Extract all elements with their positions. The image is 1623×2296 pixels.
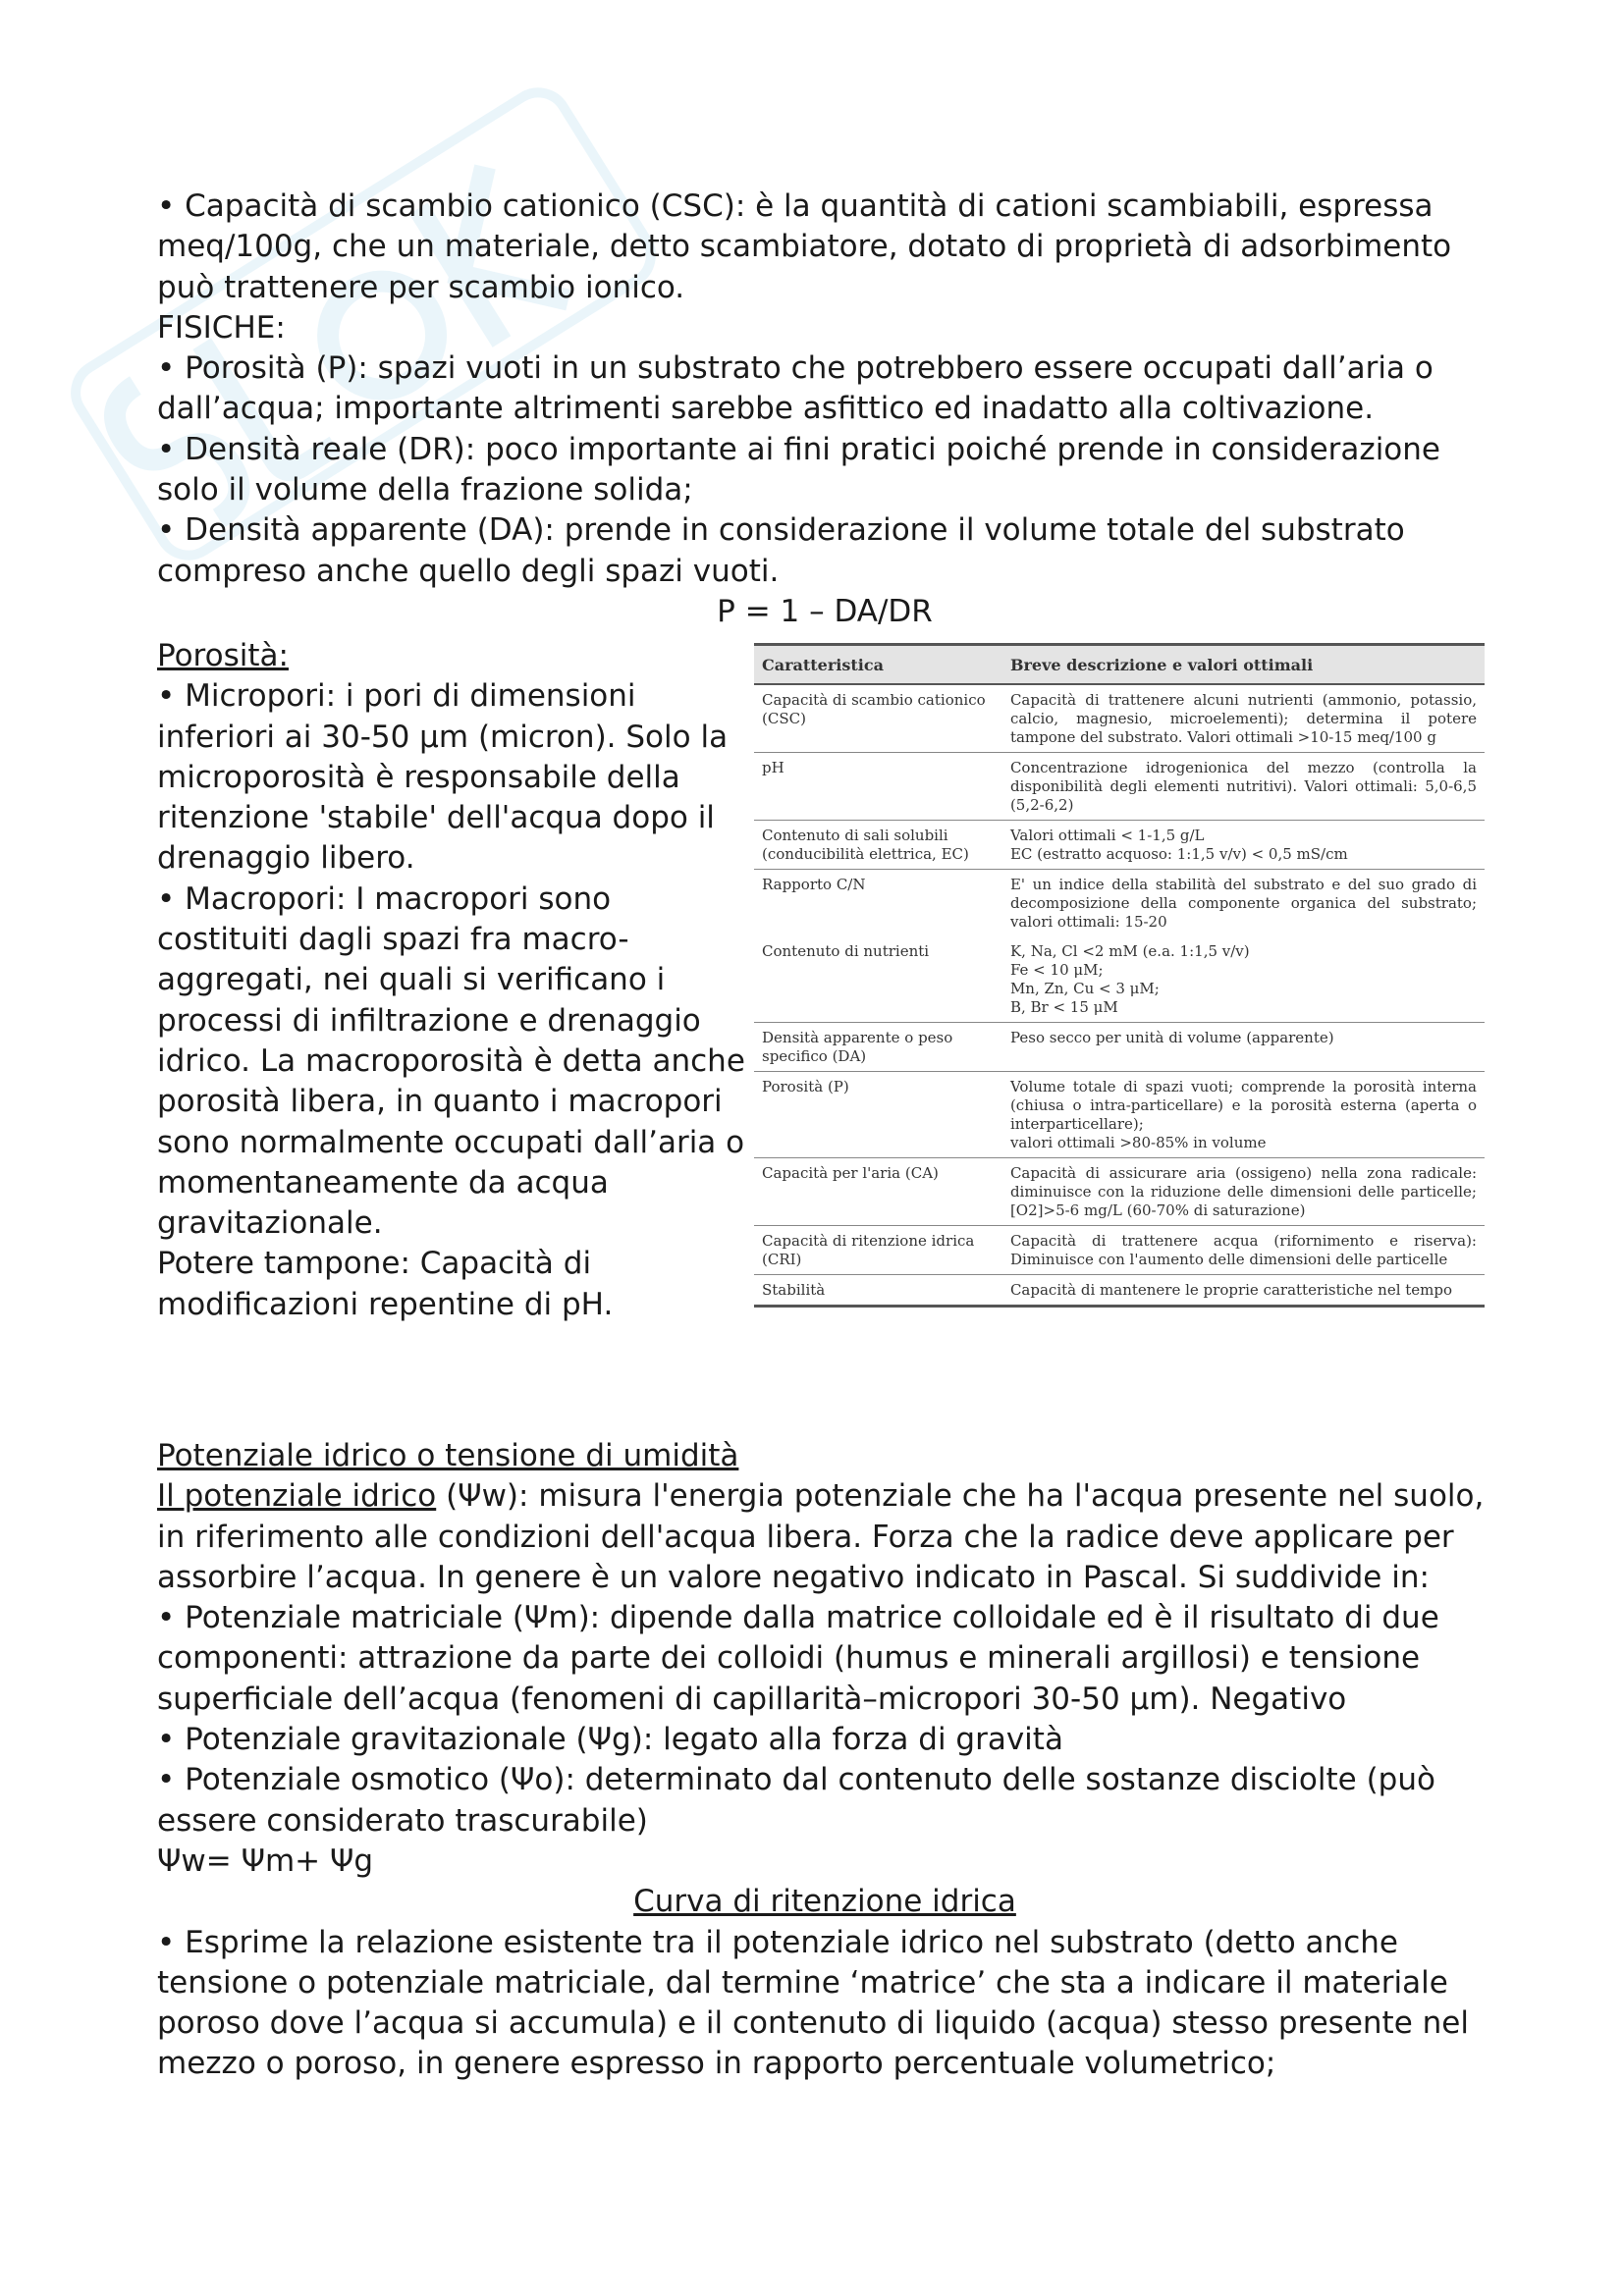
table-cell-caratteristica: Porosità (P) [754, 1071, 1002, 1157]
fisiche-heading: FISICHE: [157, 309, 286, 346]
porosity-column [157, 636, 746, 1325]
table-row [754, 1274, 1485, 1306]
table-cell-descrizione [1002, 1274, 1485, 1306]
table-cell-descrizione [1002, 1071, 1485, 1157]
table-row [754, 1225, 1485, 1274]
table-cell-caratteristica: Densità apparente o peso specifico (DA) [754, 1022, 1002, 1071]
table-cell-descrizione [1002, 752, 1485, 820]
table-cell-caratteristica: Contenuto di sali solubili (conducibilità elettrica, EC) [754, 820, 1002, 869]
potenziale-matriciale: • Potenziale matriciale (Ψm): dipende dalla matrice colloidale ed è il risultato di due componenti: attrazione da parte dei colloidi (humus e minerali argillosi) e tensione superficiale dell’acqua (fenomeni di capillarità–micropori 30-50 μm). Negativo [157, 1600, 1439, 1717]
porosity-heading: Porosità: [157, 637, 289, 673]
potenziale-osmotico: • Potenziale osmotico (Ψo): determinato dal contenuto delle sostanze disciolte (può essere considerato trascurabile) [157, 1762, 1435, 1839]
table-cell-line: Capacità di assicurare aria (ossigeno) nella zona radicale: diminuisce con la riduzione delle dimensioni delle particelle; [O2]>5-6 mg/L (60-70% di saturazione) [1009, 1163, 1477, 1219]
densita-apparente-paragraph: • Densità apparente (DA): prende in considerazione il volume totale del substrato compreso anche quello degli spazi vuoti. [157, 512, 1405, 589]
table-cell-line: Capacità di trattenere alcuni nutrienti (ammonio, potassio, calcio, magnesio, microelementi); determina il potere tampone del substrato. Valori ottimali >10-15 meq/100 g [1009, 690, 1477, 746]
micropori-paragraph: • Micropori: i pori di dimensioni inferiori ai 30-50 μm (micron). Solo la microporosità è responsabile della ritenzione 'stabile' dell'acqua dopo il drenaggio libero. [157, 678, 729, 877]
table-row [754, 869, 1485, 936]
table-cell-line: Mn, Zn, Cu < 3 μM; [1009, 979, 1160, 997]
macropori-paragraph: • Macropori: I macropori sono costituiti dagli spazi fra macro-aggregati, nei quali si verificano i processi di infiltrazione e drenaggio idrico. La macroporosità è detta anche porosità libera, in quanto i macropori sono normalmente occupati dall’aria o momentaneamente da acqua gravitazionale. [157, 881, 745, 1242]
potere-tampone-paragraph: Potere tampone: Capacità di modificazioni repentine di pH. [157, 1246, 614, 1322]
potenziale-intro [157, 1476, 1492, 1598]
properties-table [754, 643, 1485, 1308]
table-cell-line: Volume totale di spazi vuoti; comprende la porosità interna (chiusa o intra-particellare) e la porosità esterna (aperta o interparticellare); [1009, 1077, 1477, 1133]
table-row [754, 684, 1485, 753]
curva-paragraph: • Esprime la relazione esistente tra il potenziale idrico nel substrato (detto anche tensione o potenziale matriciale, dal termine ‘matrice’ che sta a indicare il materiale poroso dove l’acqua si accumula) e il contenuto di liquido (acqua) stesso presente nel mezzo o poroso, in genere espresso in rapporto percentuale volumetrico; [157, 1924, 1469, 2082]
table-cell-descrizione [1002, 1225, 1485, 1274]
table-cell-line: Capacità di mantenere le proprie caratteristiche nel tempo [1009, 1280, 1453, 1299]
potenziale-formula: Ψw= Ψm+ Ψg [157, 1842, 374, 1879]
table-cell-line: E' un indice della stabilità del substrato e del suo grado di decomposizione della componente organica del substrato; valori ottimali: 15-20 [1009, 875, 1477, 931]
properties-table-image [754, 643, 1485, 1308]
table-header-descrizione: Breve descrizione e valori ottimali [1002, 644, 1485, 684]
table-cell-line: K, Na, Cl <2 mM (e.a. 1:1,5 v/v) [1009, 941, 1250, 960]
potenziale-gravitazionale: • Potenziale gravitazionale (Ψg): legato alla forza di gravità [157, 1722, 1063, 1758]
table-row [754, 936, 1485, 1023]
table-cell-descrizione [1002, 820, 1485, 869]
table-cell-descrizione [1002, 1022, 1485, 1071]
porosita-paragraph: • Porosità (P): spazi vuoti in un substrato che potrebbero essere occupati dall’aria o dall’acqua; importante altrimenti sarebbe asfittico ed inadatto alla coltivazione. [157, 350, 1434, 427]
table-cell-line: EC (estratto acquoso: 1:1,5 v/v) < 0,5 mS/cm [1009, 844, 1348, 863]
table-cell-caratteristica: Capacità per l'aria (CA) [754, 1157, 1002, 1225]
table-cell-line: Peso secco per unità di volume (apparente) [1009, 1028, 1334, 1046]
curva-heading: Curva di ritenzione idrica [633, 1884, 1016, 1920]
potenziale-intro-term: Il potenziale idrico [157, 1478, 437, 1515]
table-cell-descrizione [1002, 936, 1485, 1023]
document-page [157, 187, 1492, 2085]
table-row [754, 1071, 1485, 1157]
table-row [754, 820, 1485, 869]
table-cell-line: Concentrazione idrogenionica del mezzo (controlla la disponibilità degli elementi nutritivi). Valori ottimali: 5,0-6,5 (5,2-6,2) [1009, 758, 1477, 814]
two-column-section [157, 592, 1492, 1377]
porosity-formula: P = 1 – DA/DR [717, 593, 933, 629]
table-cell-caratteristica: Stabilità [754, 1274, 1002, 1306]
table-cell-line: Fe < 10 μM; [1009, 960, 1104, 979]
table-cell-caratteristica: Rapporto C/N [762, 875, 866, 893]
densita-reale-paragraph: • Densità reale (DR): poco importante ai fini pratici poiché prende in considerazione solo il volume della frazione solida; [157, 431, 1440, 508]
table-row [754, 1157, 1485, 1225]
table-cell-line: Capacità di trattenere acqua (rifornimento e riserva): Diminuisce con l'aumento delle dimensioni delle particelle [1009, 1231, 1477, 1268]
table-row [754, 752, 1485, 820]
table-cell-caratteristica: Contenuto di nutrienti [754, 936, 1002, 1023]
table-header-caratteristica: Caratteristica [754, 644, 1002, 684]
potenziale-heading: Potenziale idrico o tensione di umidità [157, 1437, 739, 1473]
csc-paragraph: • Capacità di scambio cationico (CSC): è la quantità di cationi scambiabili, espressa meq/100g, che un materiale, detto scambiatore, dotato di proprietà di adsorbimento può trattenere per scambio ionico. [157, 188, 1452, 305]
table-row [754, 1022, 1485, 1071]
table-cell-descrizione [1002, 684, 1485, 753]
table-cell-caratteristica: Capacità di scambio cationico (CSC) [754, 684, 1002, 753]
table-cell-line: Valori ottimali < 1-1,5 g/L [1009, 826, 1205, 844]
table-cell-line: B, Br < 15 μM [1009, 997, 1118, 1016]
table-cell-caratteristica: Capacità di ritenzione idrica (CRI) [754, 1225, 1002, 1274]
potenziale-intro-text: (Ψw): misura l'energia potenziale che ha l'acqua presente nel suolo, in riferimento alle condizioni dell'acqua libera. Forza che la radice deve applicare per assorbire l’acqua. In genere è un valore negativo indicato in Pascal. Si suddivide in: [157, 1478, 1485, 1595]
table-cell-descrizione [1002, 1157, 1485, 1225]
table-cell-descrizione [1002, 869, 1485, 936]
table-cell-caratteristica: pH [754, 752, 1002, 820]
table-cell-line: valori ottimali >80-85% in volume [1009, 1133, 1267, 1151]
